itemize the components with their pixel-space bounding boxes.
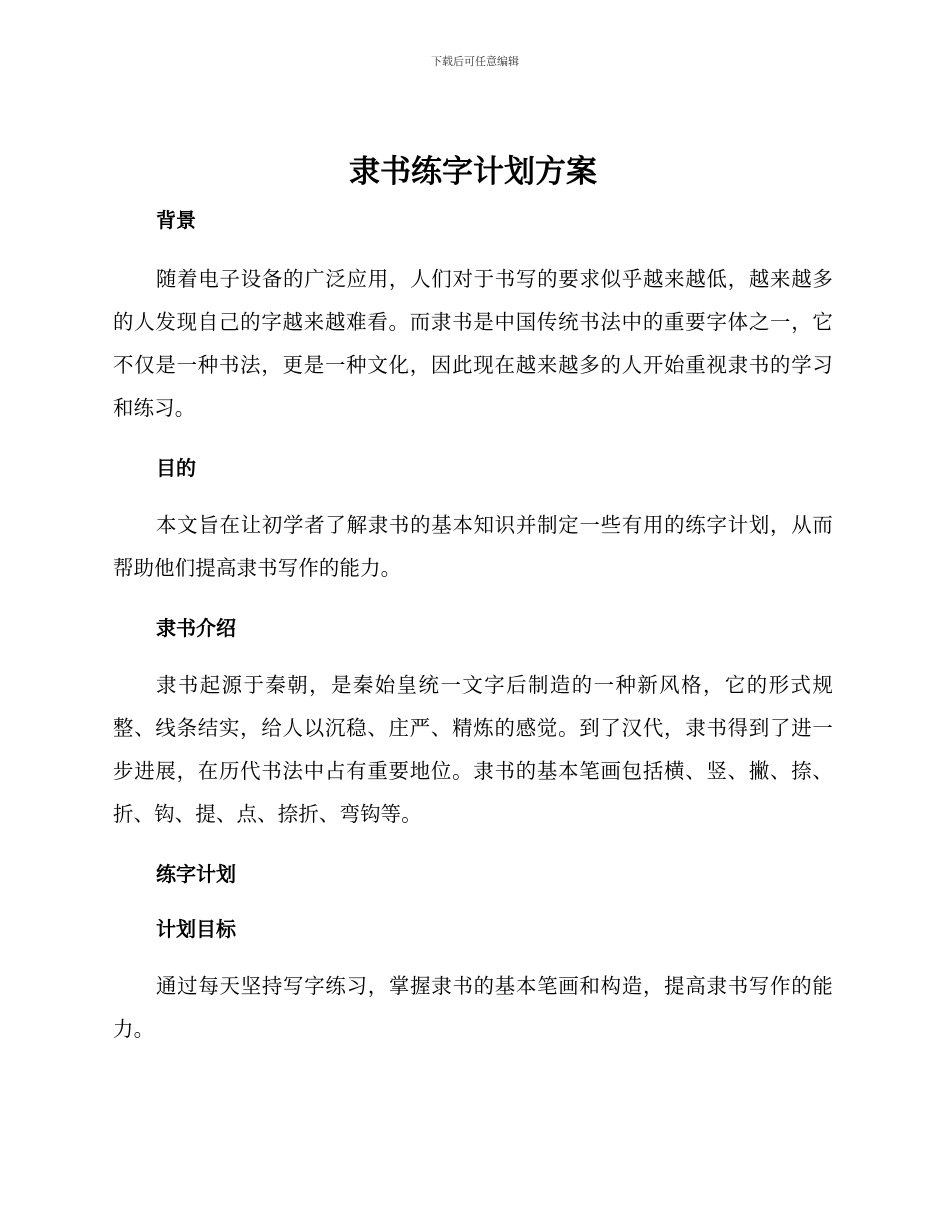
paragraph-intro: 隶书起源于秦朝，是秦始皇统一文字后制造的一种新风格，它的形式规整、线条结实，给人以沉稳、庄严、精炼的感觉。到了汉代，隶书得到了进一步进展，在历代书法中占有重要地位。隶书的基本笔画包括横、竖、撇、捺、折、钩、提、点、捺折、弯钩等。 [113, 673, 833, 826]
paragraph-target: 通过每天坚持写字练习，掌握隶书的基本笔画和构造，提高隶书写作的能力。 [113, 974, 833, 1041]
document-body [113, 150, 833, 1051]
heading-purpose: 目的 [156, 456, 196, 480]
document-title: 隶书练字计划方案 [349, 154, 597, 190]
heading-plan: 练字计划 [156, 862, 236, 886]
heading-target: 计划目标 [156, 917, 236, 941]
heading-background: 背景 [156, 208, 196, 232]
heading-intro: 隶书介绍 [156, 616, 236, 640]
paragraph-background: 随着电子设备的广泛应用，人们对于书写的要求似乎越来越低，越来越多的人发现自己的字越来越难看。而隶书是中国传统书法中的重要字体之一，它不仅是一种书法，更是一种文化，因此现在越来越多的人开始重视隶书的学习和练习。 [113, 267, 833, 420]
paragraph-purpose: 本文旨在让初学者了解隶书的基本知识并制定一些有用的练字计划，从而帮助他们提高隶书写作的能力。 [113, 513, 833, 580]
page-header: 下载后可任意编辑 [431, 55, 519, 68]
